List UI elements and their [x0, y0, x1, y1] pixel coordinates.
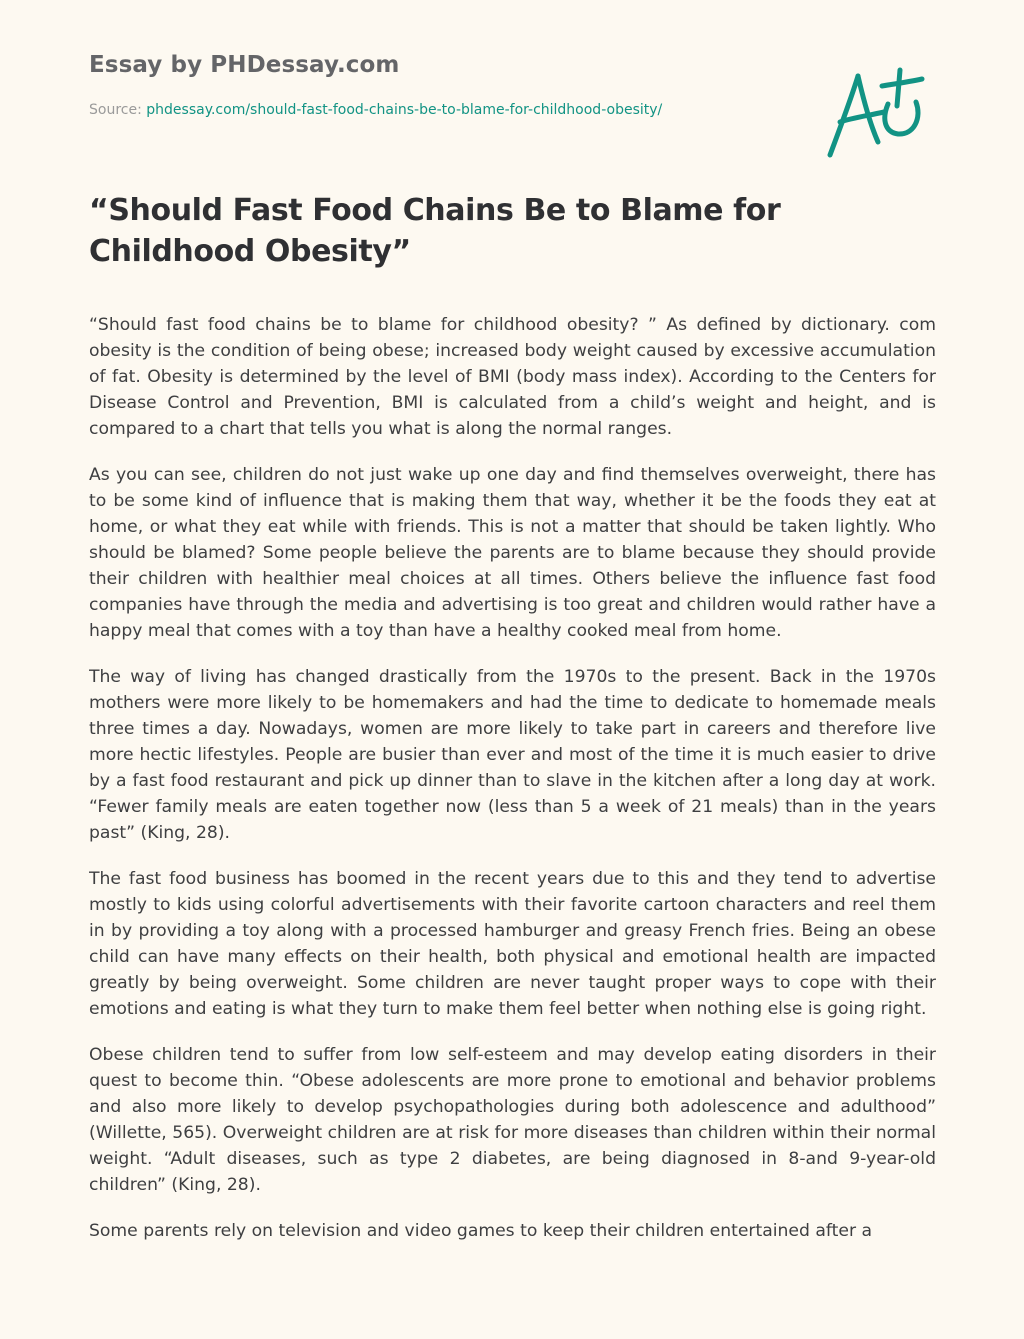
source-link[interactable]: phdessay.com/should-fast-food-chains-be-to-blame-for-childhood-obesity/ [146, 102, 663, 118]
essay-title: “Should Fast Food Chains Be to Blame for Childhood Obesity” [89, 193, 781, 269]
source-line [89, 101, 662, 119]
paragraph: The way of living has changed drastically from the 1970s to the present. Back in the 1970s mothers were more likely to be homemakers and had the time to dedicate to homemade meals three times a day. Nowadays, women are more likely to take part in careers and therefore live more hectic lifestyles. People are busier than ever and most of the time it is much easier to drive by a fast food restaurant and pick up dinner than to slave in the kitchen after a long day at work. “Fewer family meals are eaten together now (less than 5 a week of 21 meals) than in the years past” (King, 28). [89, 667, 936, 843]
paragraph: Obese children tend to suffer from low self-esteem and may develop eating disorders in their quest to become thin. “Obese adolescents are more prone to emotional and behavior problems and also more likely to develop psychopathologies during both adolescence and adulthood” (Willette, 565). Overweight children are at risk for more diseases than children within their normal weight. “Adult diseases, such as type 2 diabetes, are being diagnosed in 8-and 9-year-old children” (King, 28). [89, 1045, 936, 1195]
paragraph: Some parents rely on television and video games to keep their children entertained after a [89, 1221, 873, 1241]
site-title: Essay by PHDessay.com [89, 52, 400, 78]
a-plus-logo [818, 62, 930, 162]
paragraph: As you can see, children do not just wake up one day and find themselves overweight, there has to be some kind of influence that is making them that way, whether it be the foods they eat at home, or what they eat while with friends. This is not a matter that should be taken lightly. Who should be blamed? Some people believe the parents are to blame because they should provide their children with healthier meal choices at all times. Others believe the influence fast food companies have through the media and advertising is too great and children would rather have a happy meal that comes with a toy than have a healthy cooked meal from home. [89, 465, 936, 641]
paragraph: “Should fast food chains be to blame for childhood obesity? ” As defined by dictionary. com obesity is the condition of being obese; increased body weight caused by excessive accumulation of fat. Obesity is determined by the level of BMI (body mass index). According to the Centers for Disease Control and Prevention, BMI is calculated from a child’s weight and height, and is compared to a chart that tells you what is along the normal ranges. [89, 315, 936, 439]
paragraph: The fast food business has boomed in the recent years due to this and they tend to advertise mostly to kids using colorful advertisements with their favorite cartoon characters and reel them in by providing a toy along with a processed hamburger and greasy French fries. Being an obese child can have many effects on their health, both physical and emotional health are impacted greatly by being overweight. Some children are never taught proper ways to cope with their emotions and eating is what they turn to make them feel better when nothing else is going right. [89, 869, 936, 1019]
essay-body [89, 312, 936, 1292]
source-label: Source: [89, 102, 142, 118]
